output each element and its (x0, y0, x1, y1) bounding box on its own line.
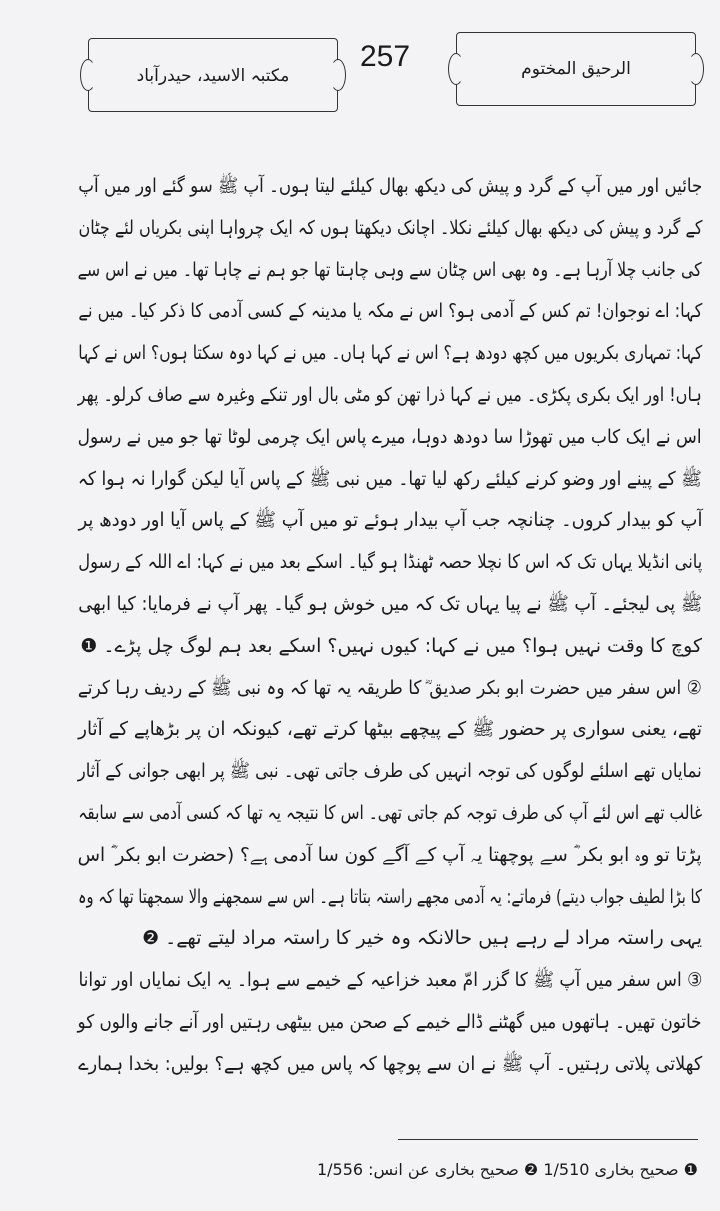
text-line-content: کی جانب چلا آرہا ہے۔ وہ بھی اس چٹان سے وہی چاہتا تھا جو ہم نے چاہا تھا۔ میں نے اس سے (78, 258, 702, 281)
text-line-content: غالب تھے اس لئے آپ کی طرف توجہ کم جاتی تھی۔ اس کا نتیجہ یہ تھا کہ کسی آدمی سے سابقہ (78, 801, 702, 824)
text-line (78, 877, 702, 919)
text-line (78, 793, 702, 835)
text-line (78, 542, 702, 584)
book-title: الرحیق المختوم (521, 59, 631, 79)
running-header-publisher (88, 38, 338, 112)
text-line (78, 375, 702, 417)
text-line-content: ③ اس سفر میں آپ ﷺ کا گزر امّ معبد خزاعیہ کے خیمے سے ہوا۔ یہ ایک نمایاں اور توانا (78, 969, 702, 992)
text-line-content: کوچ کا وقت نہیں ہوا؟ میں نے کہا: کیوں نہیں؟ اسکے بعد ہم لوگ چل پڑے۔ ❶ (80, 634, 702, 657)
text-line (78, 1002, 702, 1044)
text-line (78, 960, 702, 1002)
text-line-content: کے گرد و پیش کی دیکھ بھال کیلئے نکلا۔ اچانک دیکھتا ہوں کہ ایک چرواہا اپنی بکریاں لئے چٹان (78, 216, 702, 239)
text-line-content: ﷺ پی لیجئے۔ آپ ﷺ نے پیا یہاں تک کہ میں خوش ہو گیا۔ پھر آپ نے فرمایا: کیا ابھی (78, 592, 702, 615)
text-line (78, 500, 702, 542)
text-line-content: آپ کو بیدار کروں۔ چنانچہ جب آپ بیدار ہوئے تو میں آپ ﷺ کے پاس آیا اور دودھ پر (78, 509, 702, 532)
text-line (78, 208, 702, 250)
text-line (78, 291, 702, 333)
text-line-content: اس نے ایک کاب میں تھوڑا سا دودھ دوہا، میرے پاس ایک چرمی لوٹا تھا جو میں نے رسول (78, 425, 702, 448)
running-header-book-title (456, 32, 696, 106)
text-line-content: پانی انڈیلا یہاں تک کہ اس کا نچلا حصہ ٹھنڈا ہو گیا۔ اسکے بعد میں نے کہا: اے اللہ کے رسول (78, 551, 702, 574)
page-number: 257 (359, 40, 411, 73)
text-line-content: تھے، یعنی سواری پر حضور ﷺ کے پیچھے بیٹھا کرتے تھے، کیونکہ ان پر بڑھاپے کے آثار (78, 718, 702, 741)
text-line (78, 751, 702, 793)
text-line (78, 835, 702, 877)
text-line (78, 918, 702, 960)
text-line (78, 584, 702, 626)
publisher-name: مکتبہ الاسید، حیدرآباد (136, 65, 290, 86)
body-text (78, 166, 702, 1086)
text-line (78, 668, 702, 710)
text-line (78, 626, 702, 668)
footnote: ❶ صحیح بخاری 1/510 ❷ صحیح بخاری عن انس: 1/556 (316, 1160, 698, 1179)
text-line (78, 1044, 702, 1086)
text-line-content: خاتون تھیں۔ ہاتھوں میں گھٹنے ڈالے خیمے کے صحن میں بیٹھی رہتیں اور آنے جانے والوں کو (78, 1010, 702, 1033)
text-line-content: کہا: تمہاری بکریوں میں کچھ دودھ ہے؟ اس نے کہا ہاں۔ میں نے کہا دوہ سکتا ہوں؟ اس نے کہا (78, 342, 702, 365)
text-line-content: کا بڑا لطیف جواب دیتے) فرماتے: یہ آدمی مجھے راستہ بتاتا ہے۔ اس سے سمجھنے والا سمجھتا تھا کہ وہ (78, 885, 702, 908)
text-line-content: ہاں! اور ایک بکری پکڑی۔ میں نے کہا ذرا تھن کو مٹی بال اور تنکے وغیرہ سے صاف کرلو۔ پھر (78, 383, 702, 406)
text-line (78, 250, 702, 292)
text-line-content: جائیں اور میں آپ کے گرد و پیش کی دیکھ بھال کیلئے لیتا ہوں۔ آپ ﷺ سو گئے اور میں آپ (78, 175, 702, 197)
text-line (78, 709, 702, 751)
text-line (78, 166, 702, 208)
text-line-content: یہی راستہ مراد لے رہے ہیں حالانکہ وہ خیر کا راستہ مراد لیتے تھے۔ ❷ (142, 927, 702, 950)
text-line-content: ② اس سفر میں حضرت ابو بکر صدیق ؓ کا طریقہ یہ تھا کہ وہ نبی ﷺ کے ردیف رہا کرتے (78, 676, 702, 699)
text-line (78, 459, 702, 501)
text-line-content: نمایاں تھے اسلئے لوگوں کی توجہ انہیں کی طرف جاتی تھی۔ نبی ﷺ پر ابھی جوانی کے آثار (78, 760, 702, 783)
text-line-content: ﷺ کے پینے اور وضو کرنے کیلئے رکھ لیا تھا۔ میں نبی ﷺ کے پاس آیا لیکن گوارا نہ ہوا کہ (78, 467, 702, 490)
footnote-divider (398, 1139, 698, 1140)
text-line-content: پڑتا تو وہ ابو بکر ؓ سے پوچھتا یہ آپ کے آگے کون سا آدمی ہے؟ (حضرت ابو بکر ؓ اس (78, 843, 702, 866)
text-line-content: کھلاتی پلاتی رہتیں۔ آپ ﷺ نے ان سے پوچھا کہ پاس میں کچھ ہے؟ بولیں: بخدا ہمارے (78, 1052, 702, 1075)
text-line (78, 417, 702, 459)
text-line (78, 333, 702, 375)
text-line-content: کہا: اے نوجوان! تم کس کے آدمی ہو؟ اس نے مکہ یا مدینہ کے کسی آدمی کا ذکر کیا۔ میں نے (78, 300, 702, 323)
